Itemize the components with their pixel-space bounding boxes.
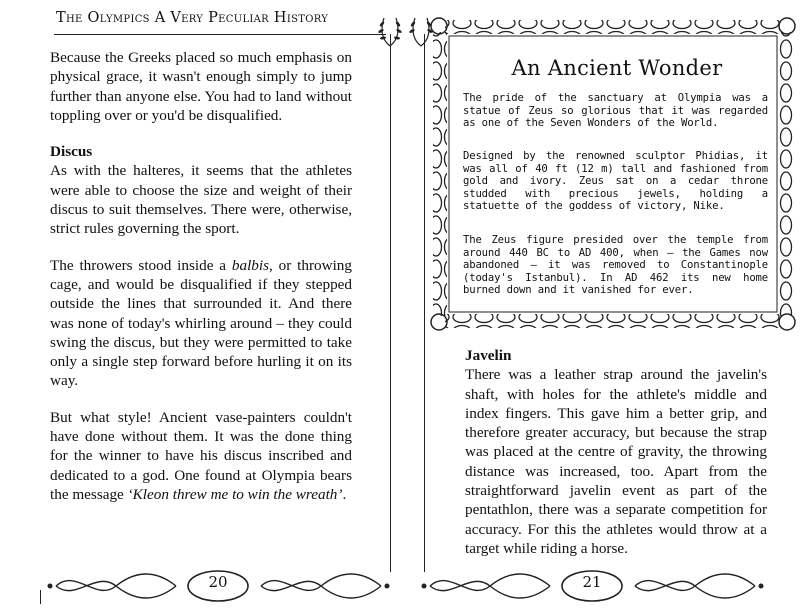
balbis-term: balbis	[231, 256, 270, 274]
right-frame-line	[390, 34, 391, 572]
running-header-title: The Olympics A Very Peculiar History	[56, 10, 329, 26]
javelin-paragraph: There was a leather strap around the javelin's shaft, with holes for the athlete's middle and index fingers. This gave him a better grip, and therefore greater accuracy, but because the strap was placed at the centre of gravity, the throwing distance was increased, too. Apart from the straightforward javelin event as part of the pentathlon, there was a separate competition for accuracy. For this the athletes would throw at a target while riding a horse.	[465, 366, 767, 557]
discus-para3-end: .	[342, 485, 347, 503]
intro-paragraph: Because the Greeks placed so much emphasis on physical grace, it wasn't enough simply to jump further than anyone else. You had to land without toppling over or you'd be disqualified.	[50, 49, 352, 124]
left-frame-line	[424, 34, 425, 572]
discus-paragraph-2	[50, 256, 352, 391]
discus-para3-start: But what style! Ancient vase-painters couldn't have done without them. It was the done thing for the winner to have his discus inscribed and dedicated to a god. One found at Olympia bears the message	[50, 408, 352, 503]
discus-para2-start: The throwers stood inside a	[50, 256, 232, 274]
discus-paragraph-3	[50, 408, 352, 504]
laurel-corner-icon	[407, 14, 435, 48]
discus-paragraph-1: As with the halteres, it seems that the athletes were able to choose the size and weight of their discus to suit themselves. There were, otherwise, strict rules governing the sport.	[50, 162, 352, 238]
page-number: 21	[582, 573, 602, 591]
discus-para2-end: , or throwing cage, and would be disqualified if they stepped outside the lines that surrounded it. And there was none of today's whirling around – they could swing the discus, but they were permitted to take only a single step forward before hurling it on its way.	[50, 256, 352, 390]
kleon-quote: ‘Kleon threw me to win the wreath’	[127, 485, 343, 503]
right-body-text	[465, 346, 767, 558]
javelin-heading: Javelin	[465, 347, 512, 364]
box-title: An Ancient Wonder	[511, 56, 723, 80]
left-body-text	[50, 48, 352, 521]
header-rule	[54, 34, 386, 35]
running-header	[54, 10, 386, 32]
laurel-corner-icon	[376, 14, 404, 48]
box-paragraph-1: The pride of the sanctuary at Olympia was a statue of Zeus so glorious that it was regarded as one of the Seven Wonders of the World.	[463, 92, 768, 130]
box-paragraph-3: The Zeus figure presided over the temple from around 440 BC to AD 400, when – the Games now abandoned – it was removed to Constantinople (today's Istanbul). In AD 462 its new home burned down and it vanished for ever.	[463, 234, 768, 297]
left-bottom-stub	[40, 590, 41, 604]
discus-heading: Discus	[50, 143, 93, 161]
discus-section	[50, 142, 352, 238]
page-number: 20	[208, 573, 228, 591]
box-paragraph-2: Designed by the renowned sculptor Phidias, it was all of 40 ft (12 m) tall and fashioned from gold and ivory. Zeus sat on a cedar throne studded with precious jewels, holding a statuette of the goddess of victory, Nike.	[463, 150, 768, 213]
